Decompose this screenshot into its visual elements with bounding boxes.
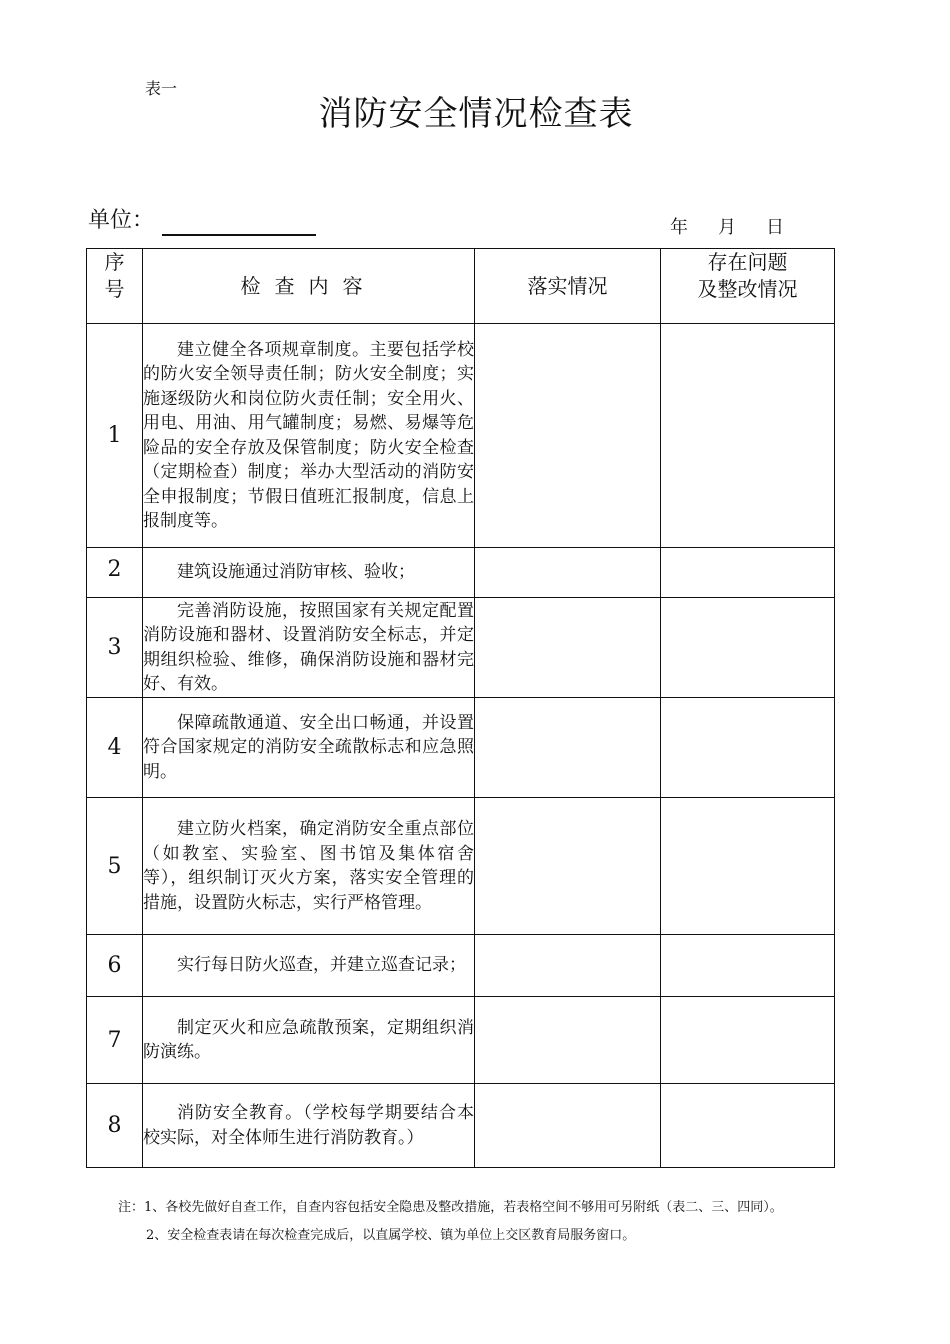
table-row — [87, 324, 835, 548]
row-content: 建立防火档案，确定消防安全重点部位（如教室、实验室、图书馆及集体宿舍等），组织制订灭火方案，落实安全管理的措施，设置防火标志，实行严格管理。 — [143, 798, 475, 935]
status-cell[interactable] — [475, 698, 661, 798]
row-number: 1 — [87, 324, 143, 548]
header-content: 检查内容 — [143, 249, 475, 324]
note-1: 注：1、各校先做好自查工作，自查内容包括安全隐患及整改措施，若表格空间不够用可另附纸（表二、三、四同）。 — [118, 1200, 783, 1215]
row-content: 实行每日防火巡查，并建立巡查记录； — [143, 935, 475, 997]
note-2: 2、安全检查表请在每次检查完成后，以直属学校、镇为单位上交区教育局服务窗口。 — [146, 1228, 636, 1243]
footnotes — [86, 1196, 806, 1248]
issues-cell[interactable] — [661, 798, 835, 935]
issues-cell[interactable] — [661, 548, 835, 598]
row-number: 3 — [87, 598, 143, 698]
table-header-row — [87, 249, 835, 324]
inspection-table — [86, 248, 835, 1168]
row-content: 建筑设施通过消防审核、验收； — [143, 548, 475, 598]
status-cell[interactable] — [475, 798, 661, 935]
status-cell[interactable] — [475, 935, 661, 997]
status-cell[interactable] — [475, 1084, 661, 1168]
row-content: 制定灭火和应急疏散预案，定期组织消防演练。 — [143, 997, 475, 1084]
issues-cell[interactable] — [661, 1084, 835, 1168]
header-status: 落实情况 — [475, 249, 661, 324]
status-cell[interactable] — [475, 598, 661, 698]
header-seq: 序号 — [87, 249, 143, 324]
row-number: 6 — [87, 935, 143, 997]
status-cell[interactable] — [475, 548, 661, 598]
issues-cell[interactable] — [661, 935, 835, 997]
row-number: 5 — [87, 798, 143, 935]
row-number: 7 — [87, 997, 143, 1084]
unit-fill-line — [162, 234, 316, 236]
status-cell[interactable] — [475, 997, 661, 1084]
row-content: 保障疏散通道、安全出口畅通，并设置符合国家规定的消防安全疏散标志和应急照明。 — [143, 698, 475, 798]
row-number: 4 — [87, 698, 143, 798]
row-content: 完善消防设施，按照国家有关规定配置消防设施和器材、设置消防安全标志，并定期组织检验、维修，确保消防设施和器材完好、有效。 — [143, 598, 475, 698]
date-year: 年 — [670, 217, 688, 238]
unit-label: 单位： — [88, 208, 155, 233]
date-day: 日 — [766, 217, 784, 238]
header-issues: 存在问题 及整改情况 — [661, 249, 835, 324]
status-cell[interactable] — [475, 324, 661, 548]
table-row — [87, 935, 835, 997]
page-title: 消防安全情况检查表 — [318, 94, 634, 134]
table-row — [87, 548, 835, 598]
row-content: 建立健全各项规章制度。主要包括学校的防火安全领导责任制；防火安全制度；实施逐级防火和岗位防火责任制；安全用火、用电、用油、用气罐制度；易燃、易爆等危险品的安全存放及保管制度；防火安全检查（定期检查）制度；举办大型活动的消防安全申报制度；节假日值班汇报制度，信息上报制度等。 — [143, 324, 475, 548]
date-fields — [670, 213, 784, 239]
form-label: 表一 — [145, 79, 178, 98]
row-number: 8 — [87, 1084, 143, 1168]
table-row — [87, 997, 835, 1084]
issues-cell[interactable] — [661, 598, 835, 698]
issues-cell[interactable] — [661, 324, 835, 548]
table-row — [87, 798, 835, 935]
date-month: 月 — [718, 217, 736, 238]
row-content: 消防安全教育。（学校每学期要结合本校实际，对全体师生进行消防教育。） — [143, 1084, 475, 1168]
issues-cell[interactable] — [661, 698, 835, 798]
issues-cell[interactable] — [661, 997, 835, 1084]
table-row — [87, 698, 835, 798]
table-row — [87, 1084, 835, 1168]
table-row — [87, 598, 835, 698]
row-number: 2 — [87, 548, 143, 598]
